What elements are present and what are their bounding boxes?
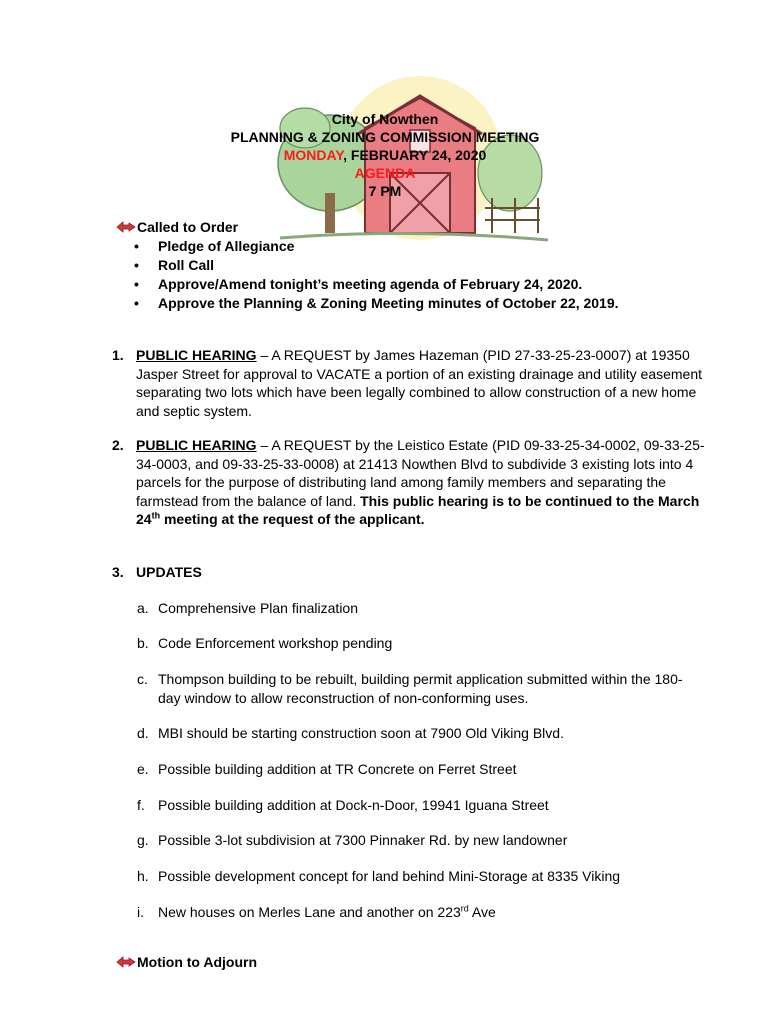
call-to-order-label: Called to Order — [137, 219, 239, 235]
list-item: • Roll Call — [134, 257, 215, 273]
update-item: i. New houses on Merles Lane and another on 223rd Ave — [137, 903, 496, 920]
item-note: This public hearing is to be continued to the March 24th meeting at the request of the applicant. — [136, 492, 700, 527]
item-number: 1. — [112, 347, 124, 363]
update-item: e. Possible building addition at TR Concrete on Ferret Street — [137, 761, 517, 777]
adjourn-label: Motion to Adjourn — [137, 954, 257, 970]
agenda-item-2 — [112, 436, 712, 529]
item-number: 3. — [112, 564, 124, 580]
agenda-item-1 — [112, 346, 712, 420]
city-name: City of Nowthen — [331, 111, 439, 127]
meeting-date — [0, 147, 770, 163]
update-item: f. Possible building addition at Dock-n-Door, 19941 Iguana Street — [137, 797, 549, 813]
item-lead: PUBLIC HEARING — [136, 437, 257, 453]
agenda-item-3 — [112, 563, 712, 582]
meeting-day: MONDAY — [283, 147, 344, 163]
item-text: – A REQUEST by the Leistico Estate (PID 09-33-25-34-0002, 09-33-25-34-0003, and 09-33-25-33-0008) at 21413 Nowthen Blvd to subdivide 3 existing lots into 4 parcels for the purpose of distributing land among family members and separating the farmstead from the balance of land. — [136, 437, 705, 509]
adjourn-heading — [116, 954, 257, 970]
update-item: b. Code Enforcement workshop pending — [137, 635, 393, 651]
update-item: d. MBI should be starting construction soon at 7900 Old Viking Blvd. — [137, 725, 564, 741]
meeting-date-rest: , FEBRUARY 24, 2020 — [343, 147, 487, 163]
list-item: • Approve/Amend tonight’s meeting agenda of February 24, 2020. — [134, 276, 583, 292]
meeting-time: 7 PM — [368, 183, 402, 199]
list-item: • Pledge of Allegiance — [134, 238, 295, 254]
item-label: UPDATES — [136, 564, 202, 580]
update-item: g. Possible 3-lot subdivision at 7300 Pinnaker Rd. by new landowner — [137, 832, 568, 848]
barn-arrow-icon — [116, 221, 136, 233]
list-item: • Approve the Planning & Zoning Meeting minutes of October 22, 2019. — [134, 295, 619, 311]
item-text: – A REQUEST by James Hazeman (PID 27-33-25-23-0007) at 19350 Jasper Street for approval to VACATE a portion of an existing drainage and utility easement separating two lots which have been legally combined to allow construction of a new home and septic system. — [136, 347, 703, 419]
item-lead: PUBLIC HEARING — [136, 347, 257, 363]
agenda-title: AGENDA — [354, 165, 416, 181]
barn-arrow-icon — [116, 956, 136, 968]
update-item: c. Thompson building to be rebuilt, building permit application submitted within the 180-day window to allow reconstruction of non-conforming uses. — [137, 671, 683, 706]
update-item: a. Comprehensive Plan finalization — [137, 600, 358, 616]
call-to-order-heading — [116, 219, 238, 235]
update-item: h. Possible development concept for land behind Mini-Storage at 8335 Viking — [137, 868, 621, 884]
item-number: 2. — [112, 437, 124, 453]
meeting-title: PLANNING & ZONING COMMISSION MEETING — [230, 129, 540, 145]
